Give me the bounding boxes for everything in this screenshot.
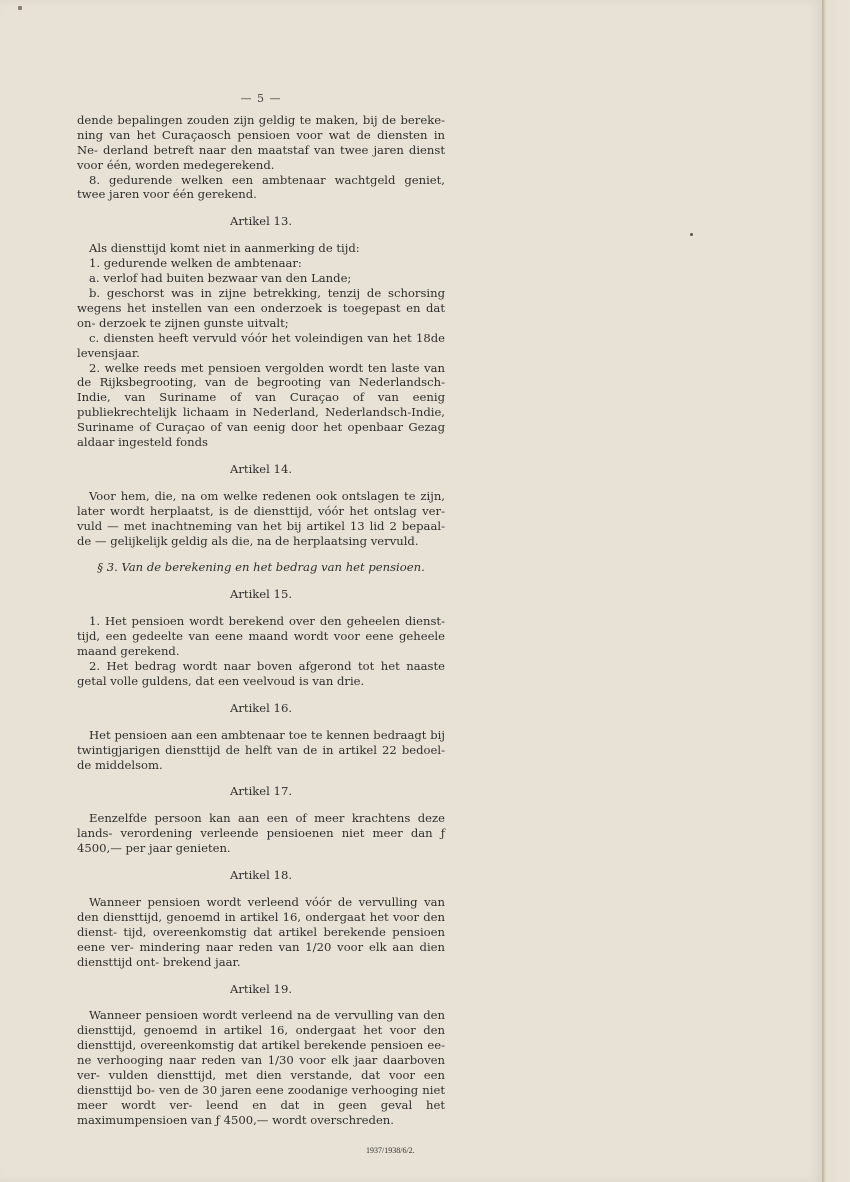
paragraph-continued: dende bepalingen zouden zijn geldig te maken, bij de bereke- ning van het Curaçaosch pensioen voor wat de diensten in Ne- derland betreft naar den maatstaf van twee jaren dienst voor één, worden medegerekend.: [77, 112, 445, 172]
art13-intro: Als diensttijd komt niet in aanmerking de tijd:: [89, 241, 360, 256]
heading-artikel-15: Artikel 15.: [230, 587, 292, 602]
section-3-title: § 3. Van de berekening en het bedrag van het pensioen.: [97, 560, 425, 575]
heading-artikel-13: Artikel 13.: [230, 214, 292, 229]
paragraph-item-8: 8. gedurende welken een ambtenaar wachtgeld geniet, twee jaren voor één gerekend.: [77, 172, 445, 202]
heading-artikel-14: Artikel 14.: [230, 461, 292, 476]
next-page-edge: [822, 0, 850, 1182]
art16-text: Het pensioen aan een ambtenaar toe te kennen bedraagt bij twintigjarigen diensttijd de helft van de in artikel 22 bedoel- de middelsom.: [77, 727, 445, 772]
page-number: — 5 —: [240, 92, 282, 105]
art13-item-b: b. geschorst was in zijne betrekking, tenzij de schorsing wegens het instellen van een onderzoek is toegepast en dat on- derzoek te zijnen gunste uitvalt;: [77, 285, 445, 330]
heading-artikel-19: Artikel 19.: [230, 981, 292, 996]
art13-item-2: 2. welke reeds met pensioen vergolden wordt ten laste van de Rijksbegrooting, van de begrooting van Nederlandsch-Indie, van Suriname of van Curaçao of van eenig publiekrechtelijk lichaam in Nederland, Nederlandsch-Indie, Suriname of Curaçao of van eenig door het openbaar Gezag aldaar ingesteld fonds: [77, 360, 445, 450]
heading-artikel-16: Artikel 16.: [230, 700, 292, 715]
heading-artikel-18: Artikel 18.: [230, 868, 292, 883]
art13-item-1: 1. gedurende welken de ambtenaar:: [89, 256, 302, 271]
art15-item-1: 1. Het pensioen wordt berekend over den geheelen dienst- tijd, een gedeelte van eene maand wordt voor eene geheele maand gerekend.: [77, 614, 445, 659]
art17-text: Eenzelfde persoon kan aan een of meer krachtens deze lands- verordening verleende pensioenen niet meer dan ƒ 4500,— per jaar genieten.: [77, 811, 445, 856]
art15-item-2: 2. Het bedrag wordt naar boven afgerond tot het naaste getal volle guldens, dat een veelvoud is van drie.: [77, 659, 445, 688]
art13-item-a: a. verlof had buiten bezwaar van den Lande;: [89, 271, 352, 286]
footer-reference: 1937/1938/6/2.: [366, 1146, 415, 1155]
art13-item-c: c. diensten heeft vervuld vóór het voleindigen van het 18de levensjaar.: [77, 330, 445, 360]
art14-text: Voor hem, die, na om welke redenen ook ontslagen te zijn, later wordt herplaatst, is de diensttijd, vóór het ontslag ver- vuld — met inachtneming van het bij artikel 13 lid 2 bepaal- de — gelijkelijk geldig als die, na de herplaatsing vervuld.: [77, 488, 445, 548]
heading-artikel-17: Artikel 17.: [230, 784, 292, 799]
art19-text: Wanneer pensioen wordt verleend na de vervulling van den diensttijd, genoemd in artikel 16, ondergaat het voor den diensttijd, overeenkomstig dat artikel berekende pensioen ee- ne verhooging naar reden van 1/30 voor elk jaar daarboven ver- vulden diensttijd, met dien verstande, dat voor een diensttijd bo- ven de 30 jaren eene zoodanige verhooging niet meer wordt ver- leend en dat in geen geval het maximumpensioen van ƒ 4500,— wordt overschreden.: [77, 1008, 445, 1127]
art18-text: Wanneer pensioen wordt verleend vóór de vervulling van den diensttijd, genoemd in artikel 16, ondergaat het voor den dienst- tijd, overeenkomstig dat artikel berekende pensioen eene ver- mindering naar reden van 1/20 voor elk aan dien diensttijd ont- brekend jaar.: [77, 894, 445, 969]
ink-spot: [690, 233, 693, 236]
page-body: [77, 92, 445, 1128]
corner-speck: [18, 6, 22, 10]
